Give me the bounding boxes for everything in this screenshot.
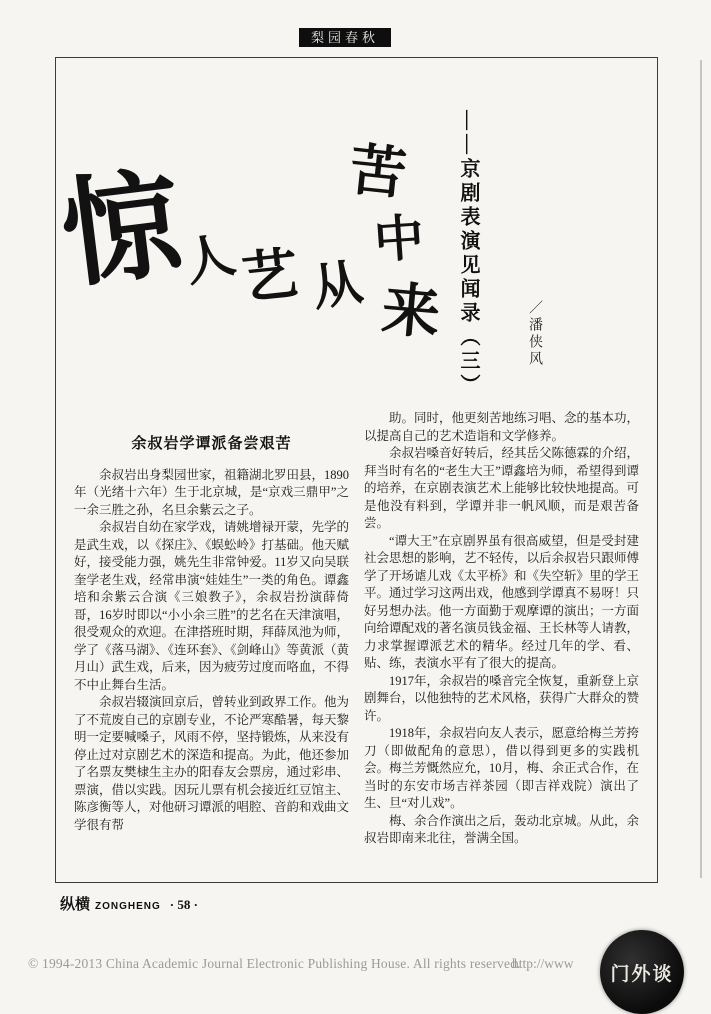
article-body — [74, 410, 639, 872]
title-char-ku: 苦 — [346, 136, 410, 208]
paragraph: 1918年，余叔岩向友人表示，愿意给梅兰芳挎刀（即做配角的意思），借以得到更多的实践机会。梅兰芳慨然应允，10月，梅、余正式合作，在当时的东安市场吉祥茶园（即吉祥戏院）演出了生、旦“对儿戏”。 — [364, 726, 639, 810]
paragraph: 梅、余合作演出之后，轰动北京城。从此，余叔岩即南来北往，誉满全国。 — [364, 813, 639, 845]
paragraph: 余叔岩出身梨园世家，祖籍湖北罗田县，1890年（光绪十六年）生于北京城，是“京戏三鼎甲”之一余三胜之孙，名旦余紫云之子。 — [74, 467, 350, 517]
title-char-jing: 惊 — [53, 152, 188, 305]
title-char-lai: 来 — [379, 274, 443, 348]
paragraph: 1917年，余叔岩的嗓音完全恢复，重新登上京剧舞台，以他独特的艺术风格，获得广大群众的赞许。 — [364, 673, 639, 723]
title-char-yi: 艺 — [238, 240, 302, 312]
title-char-ren: 人 — [177, 223, 241, 294]
page-number: · 58 · — [169, 897, 198, 912]
scan-edge-artifact — [700, 60, 702, 878]
left-column — [74, 410, 349, 872]
paragraph: “谭大王”在京剧界虽有很高威望，但是受封建社会思想的影响，艺不轻传，以后余叔岩只跟师傅学了开场谑儿戏《太平桥》和《失空斩》里的学王平。通过学习这两出戏，他感到学谭真不易呀！只好另想办法。他一方面勤于观摩谭的演出；一方面向给谭配戏的著名演员钱金福、王长林等人请教，力求掌握谭派艺术的精华。经过几年的学、看、贴、练，表演水平有了很大的提高。 — [364, 533, 639, 670]
title-char-zhong: 中 — [371, 207, 426, 270]
watermark-stamp — [600, 930, 684, 1014]
column-tag: 梨园春秋 — [299, 28, 391, 47]
paragraph: 余叔岩自幼在家学戏，请姚增禄开蒙，先学的是武生戏，以《探庄》、《蜈蚣岭》打基础。他天赋好，接受能力强，姚先生非常钟爱。11岁又向吴联奎学老生戏，经常串演“娃娃生”一类的角色。谭鑫培和余紫云合演《三娘教子》，余叔岩扮演薛倚哥，16岁时即以“小小余三胜”的艺名在天津演唱，很受观众的欢迎。在津搭班时期，拜薛凤池为师，学了《落马湖》、《连环套》、《剑峰山》等黄派（黄月山）武生戏，后来，因为疲劳过度而咯血，不得不中止舞台生活。 — [74, 520, 350, 692]
paragraph: 余叔岩嗓音好转后，经其岳父陈德霖的介绍，拜当时有名的“老生大王”谭鑫培为师，希望得到谭的培养，在京剧表演艺术上能够比较快地提高。可是他没有料到，学谭并非一帆风顺，而是艰苦备尝。 — [364, 446, 639, 530]
journal-name-cn: 纵横 — [60, 897, 91, 913]
author-name: ／潘侠风 — [527, 300, 542, 368]
copyright-url: http://www — [512, 956, 574, 971]
paragraph: 助。同时，他更刻苦地练习唱、念的基本功，以提高自己的艺术造诣和文学修养。 — [364, 411, 639, 443]
copyright-text: © 1994-2013 China Academic Journal Electronic Publishing House. All rights reserved. — [28, 956, 521, 971]
page-border-frame — [55, 57, 658, 883]
title-char-cong: 从 — [307, 251, 367, 318]
section-heading: 余叔岩学谭派备尝艰苦 — [131, 436, 292, 452]
right-column — [364, 410, 639, 872]
article-subtitle-vertical: ——京剧表演见闻录（三） — [457, 110, 479, 398]
paragraph: 余叔岩辍演回京后，曾转业到政界工作。他为了不荒废自己的京剧专业，不论严寒酷暑，每天黎明一定要喊嗓子，风雨不停，坚持锻炼，从来没有停止过对京剧艺术的深造和提高。为此，他还参加了名票友樊棣生主办的阳春友会票房，通过彩串、票演，借以实践。因玩儿票有机会接近红豆馆主、陈彦衡等人，对他研习谭派的唱腔、音韵和戏曲文学很有帮 — [74, 695, 350, 832]
journal-name-en: ZONGHENG — [95, 901, 161, 912]
watermark-text: 门外谈 — [610, 963, 674, 985]
journal-footer — [60, 893, 198, 914]
